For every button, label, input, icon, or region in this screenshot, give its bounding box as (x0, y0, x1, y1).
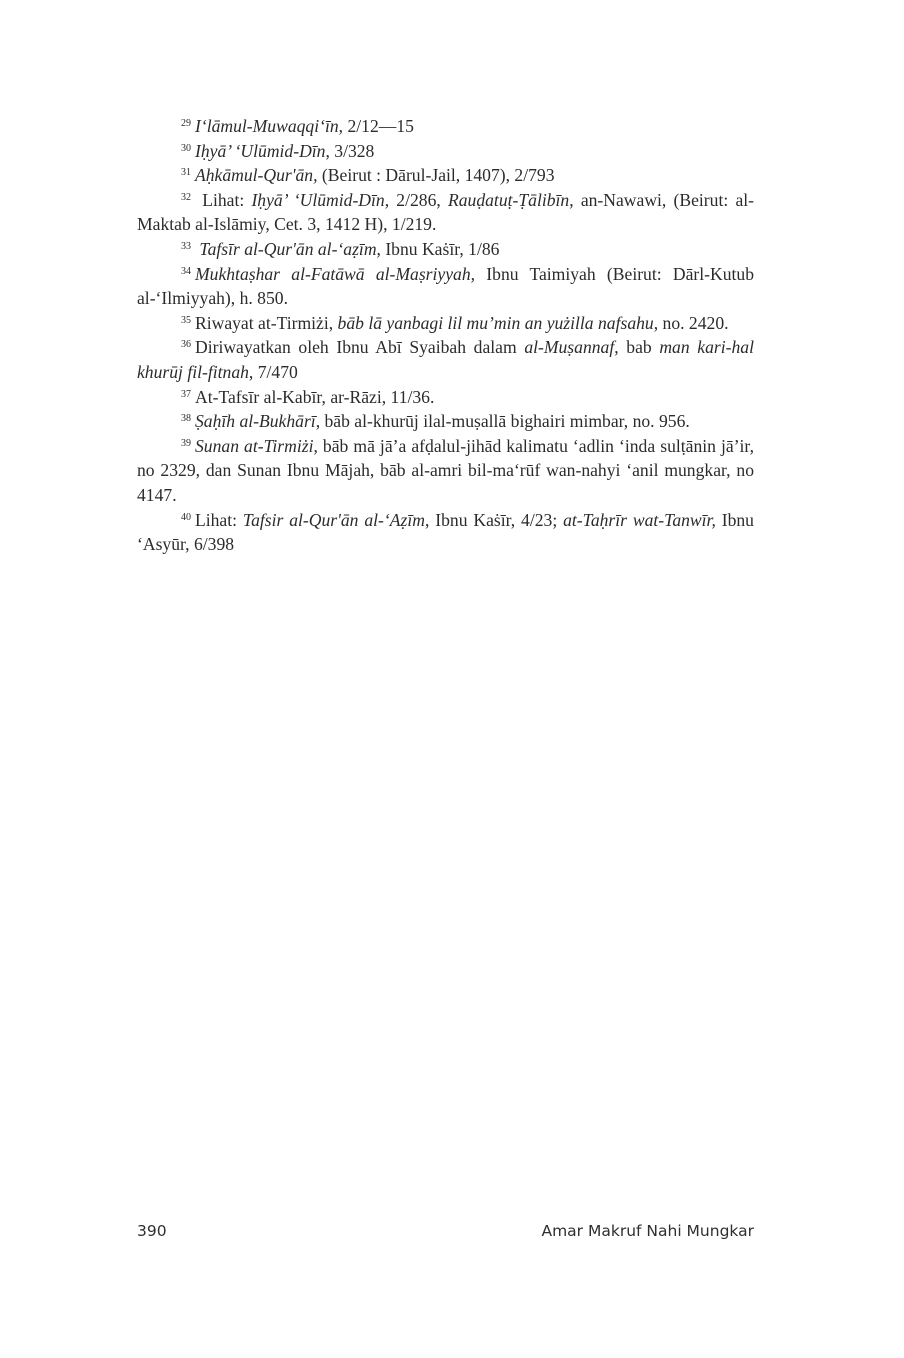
footnote-35 (137, 311, 754, 336)
footnote-text: Ibnu Taimiyah (Beirut: Dārl-Kutub al-‘Ilmiyyah), h. 850. (137, 263, 754, 309)
footnote-italic-text: Rauḍatuṭ-Ṭālibīn (448, 189, 570, 210)
footnote-italic-text: Mukhtaṣhar al-Fatāwā al-Maṣriyyah, (195, 263, 476, 284)
footnote-number: 30 (181, 142, 191, 154)
footnote-36 (137, 335, 754, 384)
footnotes (137, 114, 754, 557)
footnote-number: 29 (181, 118, 191, 129)
footnote-italic-text: al-Muṣannaf (524, 337, 615, 358)
footnote-text: , bāb al-khurūj ilal-muṣallā bighairi mimbar, no. 956. (315, 411, 690, 432)
footnote-29 (137, 114, 754, 139)
footnote-italic-text: I‘lāmul-Muwaqqi‘īn (195, 116, 339, 136)
footnote-number: 36 (181, 339, 191, 351)
footnote-38 (137, 409, 754, 434)
footnote-30 (137, 139, 754, 164)
footnote-34 (137, 262, 754, 311)
footnote-number: 35 (181, 314, 191, 326)
footnote-text: Lihat: (195, 509, 243, 530)
footnote-number: 31 (181, 167, 191, 179)
footnote-text: , 3/328 (325, 140, 375, 161)
footnote-number: 32 (181, 191, 191, 203)
footnote-text: (Beirut : Dārul-Jail, 1407), 2/793 (317, 165, 555, 186)
footnote-40 (137, 508, 754, 557)
footnote-text: Riwayat at-Tirmiżi, (195, 312, 338, 333)
footnote-text: , bāb mā jā’a afḍalul-jihād kalimatu ‘adlin ‘inda sulṭānin jā’ir, no 2329, dan Sunan Ibnu Mājah, bāb al-amri bil-ma‘rūf wan-nahyi ‘anil mungkar, no 4147. (137, 435, 754, 505)
footnote-31 (137, 163, 754, 188)
page-number: 390 (137, 1222, 167, 1240)
footnote-text: , Ibnu Kaṡīr, 1/86 (376, 238, 500, 259)
footnote-text: , 2/12—15 (338, 116, 414, 136)
running-title: Amar Makruf Nahi Mungkar (541, 1222, 754, 1240)
footnote-italic-text: Ṣaḥīh al-Bukhārī (195, 411, 316, 432)
footnote-39 (137, 434, 754, 508)
footnote-number: 38 (181, 413, 191, 425)
footnote-italic-text: Iḥyā’ ‘Ulūmid-Dīn (251, 189, 385, 210)
footnote-italic-text: Aḥkāmul-Qur'ān, (195, 165, 318, 186)
footnote-text: , an-Nawawi, (Beirut: al-Maktab al-Islāmiy, Cet. 3, 1412 H), 1/219. (137, 189, 754, 235)
footnote-italic-text: at-Taḥrīr wat-Tanwīr, (563, 509, 716, 530)
footnote-italic-text: man kari-hal khurūj fil-fitnah (137, 337, 754, 382)
footnote-text: Diriwayatkan oleh Ibnu Abī Syaibah dalam (195, 337, 525, 358)
footnote-italic-text: Sunan at-Tirmiżi (195, 435, 314, 456)
footnote-text: , 2/286, (384, 189, 448, 210)
footnote-text: , Ibnu Kaṡīr, 4/23; (424, 509, 564, 530)
footnote-italic-text: Tafsīr al-Qur'ān al-‘aẓīm (199, 238, 377, 259)
footnote-number: 39 (181, 437, 191, 449)
footnote-37 (137, 385, 754, 410)
footnote-number: 40 (181, 511, 191, 523)
footnote-text: , no. 2420. (653, 312, 729, 333)
footnote-number: 37 (181, 388, 191, 400)
footnote-33 (137, 237, 754, 262)
footnote-32 (137, 188, 754, 237)
footnote-text: , bab (614, 337, 660, 358)
footnote-text: At-Tafsīr al-Kabīr, ar-Rāzi, 11/36. (195, 386, 435, 407)
footnote-text: , 7/470 (248, 361, 298, 382)
footnote-number: 33 (181, 240, 191, 252)
footnote-italic-text: bāb lā yanbagi lil mu’min an yużilla nafsahu (337, 312, 654, 333)
footnote-italic-text: Iḥyā’ ‘Ulūmid-Dīn (195, 140, 326, 161)
footnote-number: 34 (181, 265, 191, 277)
footnote-text: Lihat: (195, 189, 252, 210)
footnote-italic-text: Tafsir al-Qur'ān al-‘Aẓīm (242, 509, 425, 530)
footnote-text: Ibnu ‘Asyūr, 6/398 (137, 509, 754, 555)
